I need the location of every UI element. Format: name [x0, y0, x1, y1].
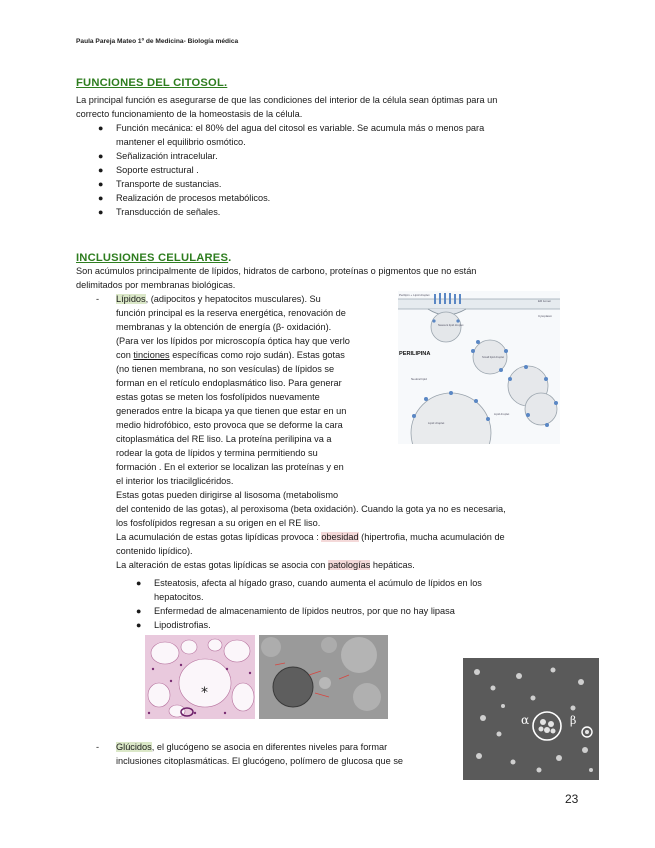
dash-bullet-icon: - [96, 742, 100, 752]
histology-asterisk: * [201, 685, 208, 701]
dash-bullet-icon: - [96, 294, 100, 304]
list-item: ● Esteatosis, afecta al hígado graso, cuando aumenta el acúmulo de lípidos en los hepatocitos. [136, 578, 482, 602]
diagram-label-small: Small lipid droplet [482, 355, 505, 359]
diagram-label-er: ER lumen [538, 299, 552, 303]
citosol-intro-line-2: correcto funcionamiento de la homeostasis de la célula. [76, 109, 303, 119]
inclusiones-intro-line-2: delimitados por membranas biológicas. [76, 280, 236, 290]
section-title-citosol: FUNCIONES DEL CITOSOL. [76, 77, 228, 89]
diagram-label-nascent: Nascent lipid droplet [438, 323, 464, 327]
beta-label: β [570, 714, 577, 727]
section-title-inclusiones: INCLUSIONES CELULARES. [76, 252, 232, 264]
citosol-intro-line-1: La principal función es asegurarse de que las condiciones del interior de la célula sean óptimas para un [76, 95, 498, 105]
obesidad-highlight: obesidad [321, 532, 359, 542]
bullet-icon: ● [98, 193, 104, 203]
alpha-label: α [521, 713, 530, 727]
diagram-label-tag: Lipid droplet [494, 412, 510, 416]
lipidos-block: - Lípidos, (adipocitos y hepatocitos musculares). Su función principal es la reserva energética, renovación de membranas y la obtención de energía (β- oxidación). (Para ver los lípidos por microscopía óptica hay que verlo con tinciones específicas como rojo sudán). Estas gotas (no tienen membrana, no son vesículas) de lípidos se forman en el retículo endoplasmático liso. Para generar estas gotas se meten los fosfolípidos nuevamente generados entre la bicapa ya que tienen que estar en un medio hidrofóbico, esto provoca que se deforme la cara citoplasmática del RE liso. La proteína perilipina va a rodear la gota de lípidos y termina permitiendo su formación . En el exterior se localizan las proteínas y en el interior los triacilglicéridos. Estas gotas pueden dirigirse al lisosoma (metabolismo del contenido de las gotas), al peroxisoma (beta oxidación). Cuando la gota ya no es necesaria, los fosfolípidos regresan a su origen en el RE liso. La acumulación de estas gotas lipídicas provoca : obesidad (hipertrofia, mucha acumulación de contenido lipídico). La alteración de estas gotas lipídicas se asocia con patologías hepáticas. [96, 294, 506, 570]
page-number: 23 [565, 792, 579, 806]
list-item: ● Lipodistrofias. [136, 620, 211, 630]
glucidos-block: - Glúcidos, el glucógeno se asocia en diferentes niveles para formar inclusiones citoplasmáticas. El glucógeno, polímero de glucosa que se [96, 742, 404, 766]
bullet-icon: ● [136, 620, 142, 630]
histology-image [145, 635, 255, 719]
diagram-label-cytoplasm: Cytoplasm [538, 314, 553, 318]
patologias-highlight: patologías [327, 560, 371, 570]
list-item: ● Transducción de señales. [98, 207, 221, 217]
list-item: ● Función mecánica: el 80% del agua del citosol es variable. Se acumula más o menos para mantener el equilibrio osmótico. [98, 123, 485, 147]
list-item: ● Realización de procesos metabólicos. [98, 193, 271, 203]
tinciones-underlined: tinciones [133, 350, 170, 360]
citosol-function-list [98, 121, 485, 219]
diagram-label-top-left: Perilipin + Lipid droplet [399, 293, 430, 297]
patologias-list [136, 576, 482, 632]
inclusiones-intro-line-1: Son acúmulos principalmente de lípidos, hidratos de carbono, proteínas o pigmentos que no están [76, 266, 477, 276]
glycogen-micrograph-image [463, 658, 599, 780]
bullet-icon: ● [98, 165, 104, 175]
list-item: ● Soporte estructural . [98, 165, 199, 175]
diagram-label-large: Lipid droplet [428, 421, 445, 425]
diagram-label-neutral: Neutral lipid [411, 377, 427, 381]
bullet-icon: ● [136, 578, 142, 588]
list-item: ● Transporte de sustancias. [98, 179, 222, 189]
perilipina-label: PERILIPINA [399, 351, 431, 357]
lipid-droplet-diagram [398, 291, 560, 444]
bullet-icon: ● [98, 151, 104, 161]
glucidos-term: Glúcidos [116, 742, 152, 752]
bullet-icon: ● [98, 123, 104, 133]
list-item: ● Enfermedad de almacenamiento de lípidos neutros, por que no hay lipasa [136, 606, 455, 616]
electron-micrograph-image [259, 635, 388, 719]
bullet-icon: ● [136, 606, 142, 616]
bullet-icon: ● [98, 207, 104, 217]
perilipina-figure [398, 291, 560, 444]
lipidos-term: Lípidos [116, 294, 146, 304]
list-item: ● Señalización intracelular. [98, 151, 218, 161]
page-header: Paula Pareja Mateo 1º de Medicina- Biología médica [76, 38, 239, 45]
bullet-icon: ● [98, 179, 104, 189]
